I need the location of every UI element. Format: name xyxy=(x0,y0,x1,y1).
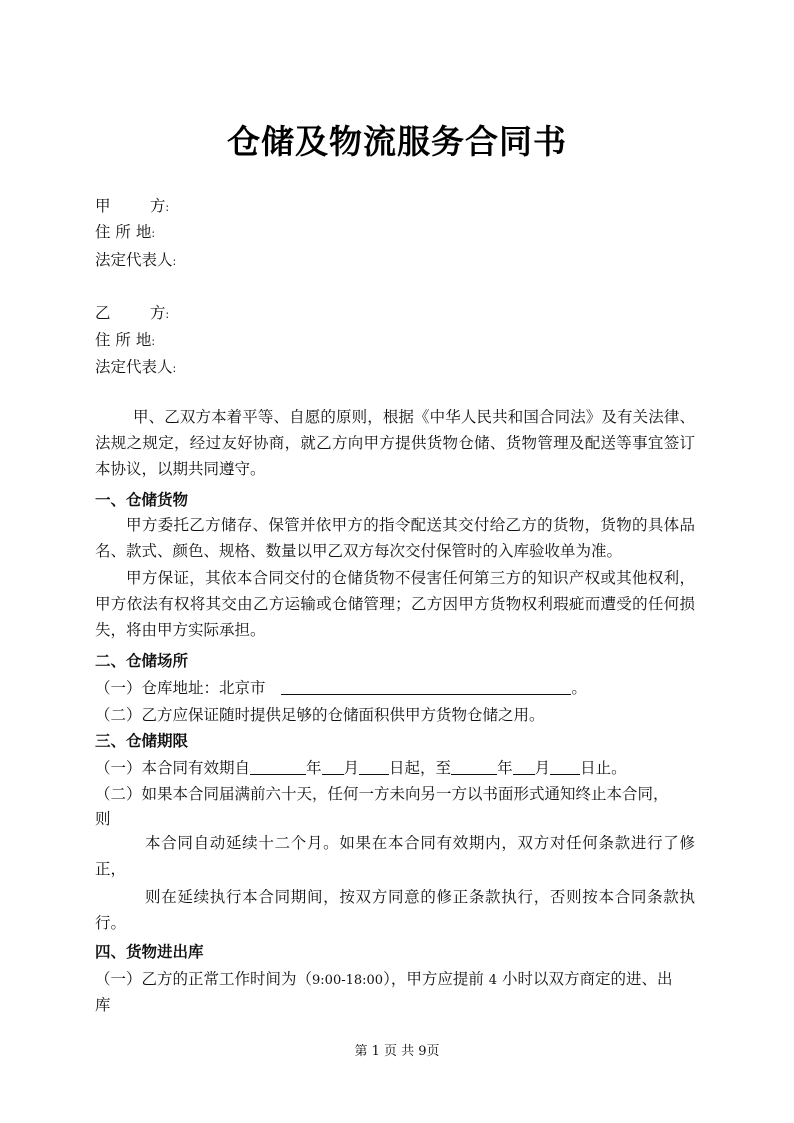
start-year-blank xyxy=(250,758,306,775)
colon-mark: : xyxy=(151,227,156,240)
party-a-label: 甲 方 xyxy=(95,197,166,215)
section-1-paragraph-2: 甲方保证，其依本合同交付的仓储货物不侵害任何第三方的知识产权或其他权利，甲方依法有权将其交由乙方运输或仓储管理；乙方因甲方货物权利瑕疵而遭受的任何损失，将由甲方实际承担。 xyxy=(95,569,695,639)
party-a-address-line xyxy=(95,220,155,242)
colon-mark: : xyxy=(165,201,170,214)
warehouse-address-line xyxy=(95,676,587,698)
advance-notice-label: ），甲方应提前 xyxy=(383,970,484,988)
end-day-blank xyxy=(550,758,580,775)
section-2-item-2: （二）乙方应保证随时提供足够的仓储面积供甲方货物仓储之用。 xyxy=(95,706,545,724)
colon-mark: : xyxy=(172,362,177,375)
page-number-footer: 第 1 页 共 9页 xyxy=(354,1044,440,1059)
section-3-heading: 三、仓储期限 xyxy=(95,732,189,750)
day-end-label: 日止。 xyxy=(580,759,627,777)
section-3-item-2-line-2: 则 xyxy=(95,810,111,828)
end-year-blank xyxy=(451,758,497,775)
party-b-rep-line xyxy=(95,355,176,377)
party-b-address-line xyxy=(95,328,155,350)
section-1-heading: 一、仓储货物 xyxy=(95,491,189,509)
day-from-label: 日起，至 xyxy=(389,759,452,777)
contract-term-line xyxy=(95,756,627,778)
party-b-rep-label: 法定代表人 xyxy=(95,358,173,376)
year-label-2: 年 xyxy=(497,759,513,777)
start-month-blank xyxy=(322,758,344,775)
warehouse-address-blank xyxy=(281,678,571,695)
term-start-label: （一）本合同有效期自 xyxy=(95,759,251,777)
advance-hours-value: 4 xyxy=(488,973,498,988)
section-3-item-2-paragraph-2: 本合同自动延续十二个月。如果在本合同有效期内，双方对任何条款进行了修正， xyxy=(95,834,695,878)
party-b-line xyxy=(95,301,169,323)
warehouse-address-label: （一）仓库地址：北京市 xyxy=(95,679,266,697)
working-hours-line xyxy=(95,967,673,989)
party-a-address-label: 住 所 地 xyxy=(95,223,152,241)
section-1-paragraph-1: 甲方委托乙方储存、保管并依甲方的指令配送其交付给乙方的货物，货物的具体品名、款式、颜色、规格、数量以甲乙双方每次交付保管时的入库验收单为准。 xyxy=(95,516,695,560)
advance-notice-text: 小时以双方商定的进、出 xyxy=(502,970,673,988)
working-hours-value: 9:00-18:00 xyxy=(312,973,384,988)
working-hours-label: （一）乙方的正常工作时间为（ xyxy=(95,970,313,988)
section-3-item-2-line-1: （二）如果本合同届满前六十天，任何一方未向另一方以书面形式通知终止本合同， xyxy=(95,785,669,803)
colon-mark: : xyxy=(172,255,177,268)
intro-paragraph: 甲、乙双方本着平等、自愿的原则，根据《中华人民共和国合同法》及有关法律、法规之规定，经过友好协商，就乙方向甲方提供货物仓储、货物管理及配送等事宜签订本协议，以期共同遵守。 xyxy=(95,408,695,478)
document-title: 仓储及物流服务合同书 xyxy=(227,122,567,161)
section-3-item-2-paragraph-3: 则在延续执行本合同期间，按双方同意的修正条款执行，否则按本合同条款执行。 xyxy=(95,888,695,932)
year-label: 年 xyxy=(306,759,322,777)
party-b-label: 乙 方 xyxy=(95,304,166,322)
colon-mark: : xyxy=(151,335,156,348)
party-a-rep-label: 法定代表人 xyxy=(95,251,173,269)
month-label: 月 xyxy=(343,759,360,777)
month-label-2: 月 xyxy=(534,759,551,777)
working-hours-line-2: 库 xyxy=(95,996,111,1014)
party-b-address-label: 住 所 地 xyxy=(95,331,152,349)
end-month-blank xyxy=(513,758,535,775)
party-a-rep-line xyxy=(95,248,176,270)
period-mark: 。 xyxy=(571,679,587,697)
section-2-heading: 二、仓储场所 xyxy=(95,652,189,670)
start-day-blank xyxy=(359,758,389,775)
colon-mark: : xyxy=(165,308,170,321)
section-4-heading: 四、货物进出库 xyxy=(95,943,204,961)
party-a-line xyxy=(95,194,169,216)
